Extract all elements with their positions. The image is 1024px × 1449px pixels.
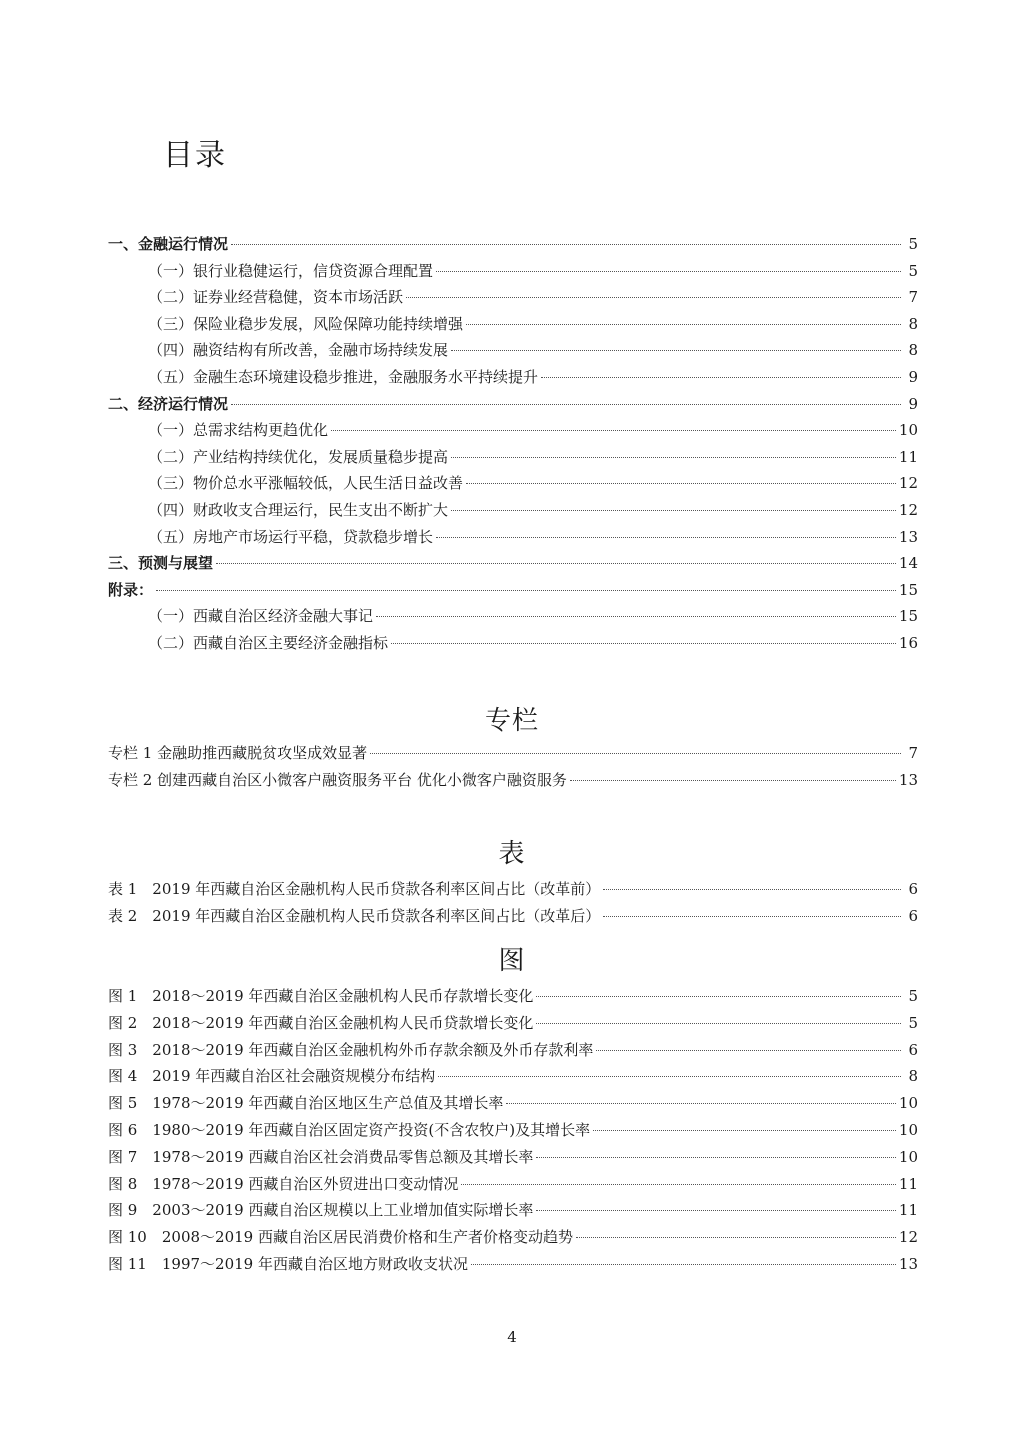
toc-entry-page: 15 bbox=[898, 607, 918, 626]
column-entry-label: 专栏 2 创建西藏自治区小微客户融资服务平台 优化小微客户融资服务 bbox=[108, 771, 567, 789]
toc-entry-label: 二、经济运行情况 bbox=[108, 394, 229, 413]
figure-entry[interactable] bbox=[108, 1224, 918, 1251]
dot-leader bbox=[406, 297, 901, 298]
dot-leader bbox=[536, 996, 901, 997]
dot-leader bbox=[376, 616, 896, 617]
toc-entry[interactable] bbox=[108, 630, 918, 657]
table-entry-page: 6 bbox=[908, 907, 918, 925]
figure-entry[interactable] bbox=[108, 1144, 918, 1171]
toc-entry-label: （三）物价总水平涨幅较低，人民生活日益改善 bbox=[148, 474, 464, 493]
toc-tables-list bbox=[108, 876, 918, 930]
figure-entry[interactable] bbox=[108, 1090, 918, 1117]
figure-entry-page: 13 bbox=[898, 1254, 918, 1273]
toc-entry-label: （二）西藏自治区主要经济金融指标 bbox=[148, 633, 389, 652]
toc-figures-list bbox=[108, 983, 918, 1278]
toc-entry-page: 12 bbox=[898, 474, 918, 493]
toc-entry-page: 16 bbox=[898, 633, 918, 652]
figures-heading: 图 bbox=[498, 946, 526, 976]
column-entry-page: 7 bbox=[908, 744, 918, 762]
figure-entry[interactable] bbox=[108, 1251, 918, 1278]
figure-entry-page: 10 bbox=[898, 1094, 918, 1113]
toc-entry-label: 附录： bbox=[108, 580, 154, 599]
dot-leader bbox=[603, 916, 901, 917]
toc-entry-label: （四）融资结构有所改善，金融市场持续发展 bbox=[148, 341, 449, 360]
toc-entry-page: 8 bbox=[908, 341, 918, 360]
figure-entry-page: 6 bbox=[908, 1040, 918, 1059]
dot-leader bbox=[438, 1076, 901, 1077]
dot-leader bbox=[216, 563, 896, 564]
dot-leader bbox=[156, 590, 896, 591]
toc-entry[interactable] bbox=[108, 364, 918, 391]
figure-entry[interactable] bbox=[108, 1171, 918, 1198]
dot-leader bbox=[541, 377, 901, 378]
toc-entry-label: （二）证券业经营稳健，资本市场活跃 bbox=[148, 288, 404, 307]
figure-entry-label: 图 4 2019 年西藏自治区社会融资规模分布结构 bbox=[108, 1067, 436, 1086]
figure-entry-label: 图 7 1978～2019 西藏自治区社会消费品零售总额及其增长率 bbox=[108, 1147, 534, 1166]
figure-entry-page: 12 bbox=[898, 1228, 918, 1247]
figure-entry-page: 5 bbox=[908, 1013, 918, 1032]
column-entry-page: 13 bbox=[898, 771, 918, 789]
dot-leader bbox=[536, 1157, 895, 1158]
toc-entry-page: 13 bbox=[898, 527, 918, 546]
toc-title: 目录 bbox=[163, 138, 227, 173]
dot-leader bbox=[451, 350, 901, 351]
figure-entry-page: 10 bbox=[898, 1120, 918, 1139]
toc-entry[interactable] bbox=[108, 497, 918, 524]
toc-entry[interactable] bbox=[108, 524, 918, 551]
toc-entry-page: 7 bbox=[908, 288, 918, 307]
dot-leader bbox=[466, 483, 896, 484]
figure-entry-label: 图 5 1978～2019 年西藏自治区地区生产总值及其增长率 bbox=[108, 1094, 504, 1113]
table-entry[interactable] bbox=[108, 876, 918, 903]
toc-entry-label: 三、预测与展望 bbox=[108, 554, 214, 573]
dot-leader bbox=[370, 753, 901, 754]
tables-heading: 表 bbox=[498, 839, 526, 869]
toc-entry-label: （三）保险业稳步发展，风险保障功能持续增强 bbox=[148, 314, 464, 333]
table-entry-label: 表 1 2019 年西藏自治区金融机构人民币贷款各利率区间占比（改革前） bbox=[108, 880, 601, 898]
column-entry[interactable] bbox=[108, 767, 918, 794]
toc-entry[interactable] bbox=[108, 603, 918, 630]
toc-entry-label: （一）西藏自治区经济金融大事记 bbox=[148, 607, 374, 626]
toc-entry-page: 9 bbox=[908, 367, 918, 386]
dot-leader bbox=[570, 780, 896, 781]
table-entry-label: 表 2 2019 年西藏自治区金融机构人民币贷款各利率区间占比（改革后） bbox=[108, 907, 601, 925]
toc-entry-label: （五）金融生态环境建设稳步推进，金融服务水平持续提升 bbox=[148, 367, 539, 386]
figure-entry-page: 5 bbox=[908, 987, 918, 1005]
dot-leader bbox=[471, 1264, 896, 1265]
figure-entry-label: 图 11 1997～2019 年西藏自治区地方财政收支状况 bbox=[108, 1254, 468, 1273]
toc-columns-list bbox=[108, 740, 918, 794]
toc-entry-page: 12 bbox=[898, 500, 918, 519]
toc-entry[interactable] bbox=[108, 577, 918, 604]
toc-entry-label: （四）财政收支合理运行，民生支出不断扩大 bbox=[148, 500, 449, 519]
figure-entry-label: 图 9 2003～2019 西藏自治区规模以上工业增加值实际增长率 bbox=[108, 1201, 534, 1220]
toc-entry-label: （五）房地产市场运行平稳，贷款稳步增长 bbox=[148, 527, 434, 546]
column-entry[interactable] bbox=[108, 740, 918, 767]
dot-leader bbox=[436, 271, 901, 272]
dot-leader bbox=[596, 1050, 901, 1051]
dot-leader bbox=[466, 324, 901, 325]
toc-entry-page: 11 bbox=[898, 447, 918, 466]
table-entry[interactable] bbox=[108, 903, 918, 930]
toc-entry-label: 一、金融运行情况 bbox=[108, 235, 229, 253]
figure-entry[interactable] bbox=[108, 1010, 918, 1037]
columns-heading: 专栏 bbox=[484, 706, 539, 736]
dot-leader bbox=[231, 404, 901, 405]
toc-entry-page: 15 bbox=[898, 580, 918, 599]
toc-entry-page: 5 bbox=[908, 235, 918, 253]
table-entry-page: 6 bbox=[908, 880, 918, 898]
toc-entry[interactable] bbox=[108, 258, 918, 285]
toc-entry-label: （一）总需求结构更趋优化 bbox=[148, 421, 329, 440]
toc-entry[interactable] bbox=[108, 550, 918, 577]
figure-entry[interactable] bbox=[108, 983, 918, 1010]
page-number: 4 bbox=[507, 1328, 517, 1346]
figure-entry-label: 图 2 2018～2019 年西藏自治区金融机构人民币贷款增长变化 bbox=[108, 1013, 534, 1032]
figure-entry-page: 11 bbox=[898, 1201, 918, 1220]
toc-entry[interactable] bbox=[108, 337, 918, 364]
figure-entry-page: 10 bbox=[898, 1147, 918, 1166]
toc-entry-page: 5 bbox=[908, 261, 918, 280]
figure-entry[interactable] bbox=[108, 1197, 918, 1224]
toc-entry[interactable] bbox=[108, 444, 918, 471]
toc-entry-label: （一）银行业稳健运行，信贷资源合理配置 bbox=[148, 261, 434, 280]
dot-leader bbox=[603, 889, 901, 890]
toc-entry-page: 8 bbox=[908, 314, 918, 333]
figure-entry-label: 图 1 2018～2019 年西藏自治区金融机构人民币存款增长变化 bbox=[108, 987, 534, 1005]
figure-entry-label: 图 10 2008～2019 西藏自治区居民消费价格和生产者价格变动趋势 bbox=[108, 1228, 573, 1247]
figure-entry[interactable] bbox=[108, 1037, 918, 1064]
dot-leader bbox=[576, 1237, 896, 1238]
figure-entry-label: 图 8 1978～2019 西藏自治区外贸进出口变动情况 bbox=[108, 1174, 459, 1193]
dot-leader bbox=[593, 1130, 896, 1131]
dot-leader bbox=[231, 244, 901, 245]
toc-entry[interactable] bbox=[108, 231, 918, 258]
column-entry-label: 专栏 1 金融助推西藏脱贫攻坚成效显著 bbox=[108, 744, 368, 762]
dot-leader bbox=[506, 1103, 895, 1104]
toc-entry-label: （二）产业结构持续优化，发展质量稳步提高 bbox=[148, 447, 449, 466]
dot-leader bbox=[451, 510, 896, 511]
figure-entry-label: 图 6 1980～2019 年西藏自治区固定资产投资(不含农牧户)及其增长率 bbox=[108, 1120, 591, 1139]
figure-entry[interactable] bbox=[108, 1117, 918, 1144]
dot-leader bbox=[536, 1023, 901, 1024]
dot-leader bbox=[461, 1184, 895, 1185]
toc-entry[interactable] bbox=[108, 284, 918, 311]
toc-entry-page: 10 bbox=[898, 421, 918, 440]
dot-leader bbox=[451, 457, 896, 458]
figure-entry-label: 图 3 2018～2019 年西藏自治区金融机构外币存款余额及外币存款利率 bbox=[108, 1040, 594, 1059]
figure-entry-page: 11 bbox=[898, 1174, 918, 1193]
toc-main-list bbox=[108, 231, 918, 657]
toc-entry-page: 14 bbox=[898, 554, 918, 573]
dot-leader bbox=[331, 430, 896, 431]
figure-entry[interactable] bbox=[108, 1063, 918, 1090]
toc-entry[interactable] bbox=[108, 417, 918, 444]
figure-entry-page: 8 bbox=[908, 1067, 918, 1086]
toc-entry[interactable] bbox=[108, 470, 918, 497]
toc-entry[interactable] bbox=[108, 311, 918, 338]
dot-leader bbox=[436, 537, 896, 538]
dot-leader bbox=[391, 643, 896, 644]
toc-entry[interactable] bbox=[108, 391, 918, 418]
dot-leader bbox=[536, 1210, 895, 1211]
toc-entry-page: 9 bbox=[908, 394, 918, 413]
